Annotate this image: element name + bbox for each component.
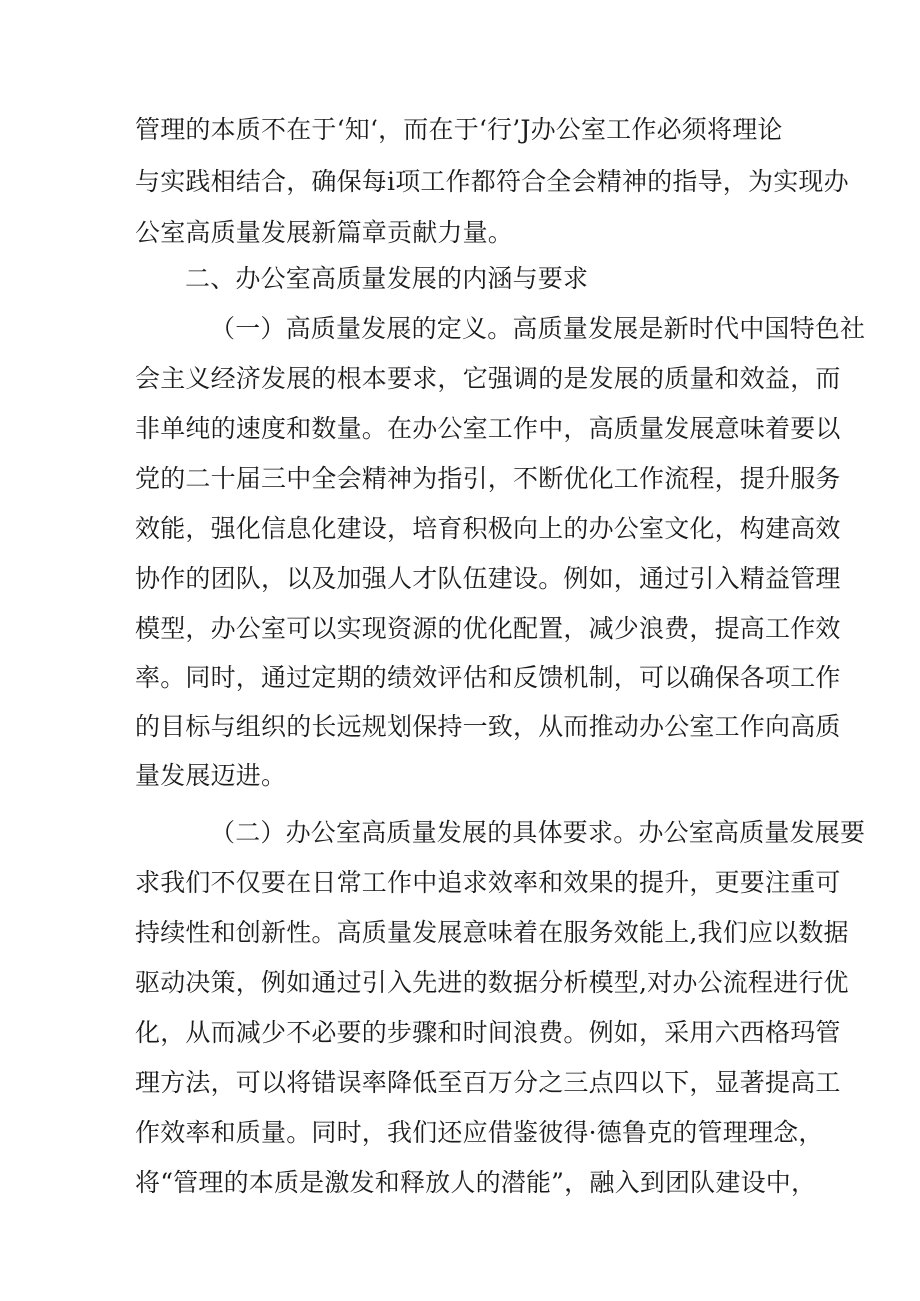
paragraph-line: 的目标与组织的长远规划保持一致，从而推动办公室工作向高质	[135, 712, 841, 741]
paragraph-line: 管理的本质不在于‘知‘，而在于‘行’J办公室工作必须将理论	[135, 115, 783, 144]
paragraph-line: 与实践相结合，确保每i项工作都符合全会精神的指导，为实现办	[135, 167, 849, 196]
paragraph-line: （一）高质量发展的定义。高质量发展是新时代中国特色社	[210, 314, 866, 343]
paragraph-line: 作效率和质量。同时，我们还应借鉴彼得·德鲁克的管理理念，	[135, 1118, 824, 1147]
paragraph-line: 会主义经济发展的根本要求，它强调的是发展的质量和效益，而	[135, 364, 841, 393]
paragraph-line: 率。同时，通过定期的绩效评估和反馈机制，可以确保各项工作	[135, 663, 841, 692]
section-heading: 二、办公室高质量发展的内涵与要求	[185, 264, 589, 293]
paragraph-line: 驱动决策，例如通过引入先进的数据分析模型,对办公流程进行优	[135, 968, 849, 997]
paragraph-line: 持续性和创新性。高质量发展意味着在服务效能上,我们应以数据	[135, 918, 849, 947]
paragraph-line: 将“管理的本质是激发和释放人的潜能”，融入到团队建设中，	[135, 1168, 817, 1197]
paragraph-line: 化，从而减少不必要的步骤和时间浪费。例如，采用六西格玛管	[135, 1018, 841, 1047]
paragraph-line: 量发展迈进。	[135, 761, 287, 790]
paragraph-line: 效能，强化信息化建设，培育积极向上的办公室文化，构建高效	[135, 514, 841, 543]
paragraph-line: 协作的团队，以及加强人才队伍建设。例如，通过引入精益管理	[135, 564, 841, 593]
paragraph-line: 非单纯的速度和数量。在办公室工作中，高质量发展意味着要以	[135, 414, 841, 443]
paragraph-line: （二）办公室高质量发展的具体要求。办公室高质量发展要	[210, 818, 866, 847]
paragraph-line: 党的二十届三中全会精神为指引，不断优化工作流程，提升服务	[135, 464, 841, 493]
paragraph-line: 公室高质量发展新篇章贡献力量。	[135, 218, 514, 247]
paragraph-line: 理方法，可以将错误率降低至百万分之三点四以下，显著提高工	[135, 1068, 841, 1097]
paragraph-line: 求我们不仅要在日常工作中追求效率和效果的提升，更要注重可	[135, 868, 841, 897]
paragraph-line: 模型，办公室可以实现资源的优化配置，减少浪费，提高工作效	[135, 614, 841, 643]
